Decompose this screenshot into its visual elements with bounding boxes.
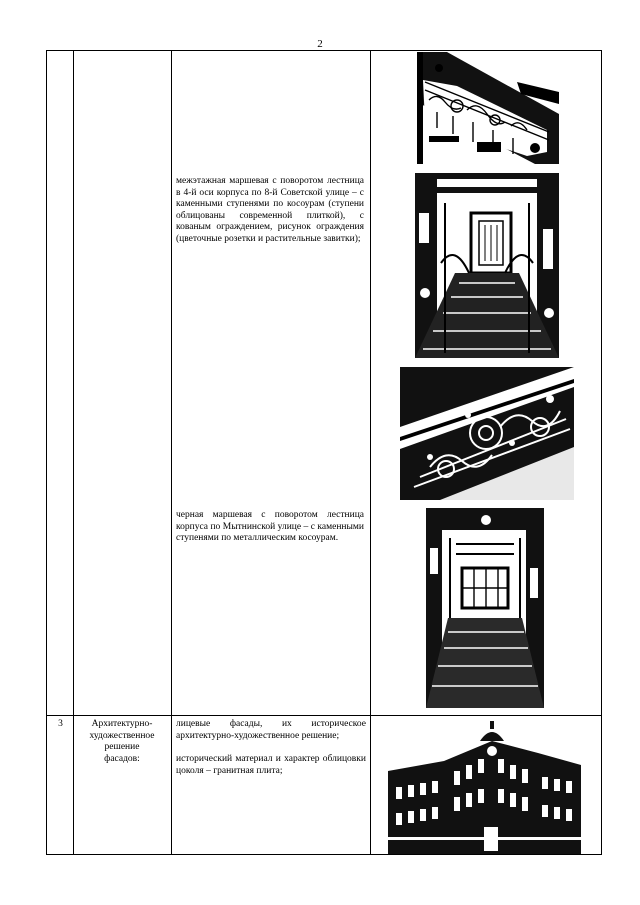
building-facade-photo (388, 717, 581, 854)
back-staircase-photo (426, 508, 544, 708)
row-title-line: фасадов: (104, 753, 140, 764)
column-divider (73, 50, 74, 855)
row-title-line: решение (104, 742, 140, 752)
page-number: 2 (317, 38, 323, 50)
wrought-iron-railing-photo (400, 367, 574, 500)
facade-item-2: исторический материал и характер облицовки цоколя – гранитная плита; (176, 754, 366, 776)
row-divider (46, 715, 602, 716)
stairwell-corridor-photo (415, 173, 559, 358)
row-title (76, 719, 168, 765)
facade-item-1: лицевые фасады, их историческое архитектурно-художественное решение; (176, 719, 366, 741)
column-divider (370, 50, 371, 855)
row-title-line: художественное (89, 730, 155, 741)
staircase-railing-photo (417, 52, 559, 164)
column-divider (171, 50, 172, 855)
row-number: 3 (58, 719, 63, 729)
staircase-description-1: межэтажная маршевая с поворотом лестница в 4-й оси корпуса по 8-й Советской улице – с каменными ступенями по косоурам (ступени облицованы современной плиткой), с кованым ограждением, рисунок ограждения (цветочные розетки и растительные завитки); (176, 176, 364, 244)
staircase-description-2: черная маршевая с поворотом лестница корпуса по Мытнинской улице – с каменными ступенями по металлическим косоурам. (176, 510, 364, 543)
row-title-line: Архитектурно- (91, 719, 153, 729)
